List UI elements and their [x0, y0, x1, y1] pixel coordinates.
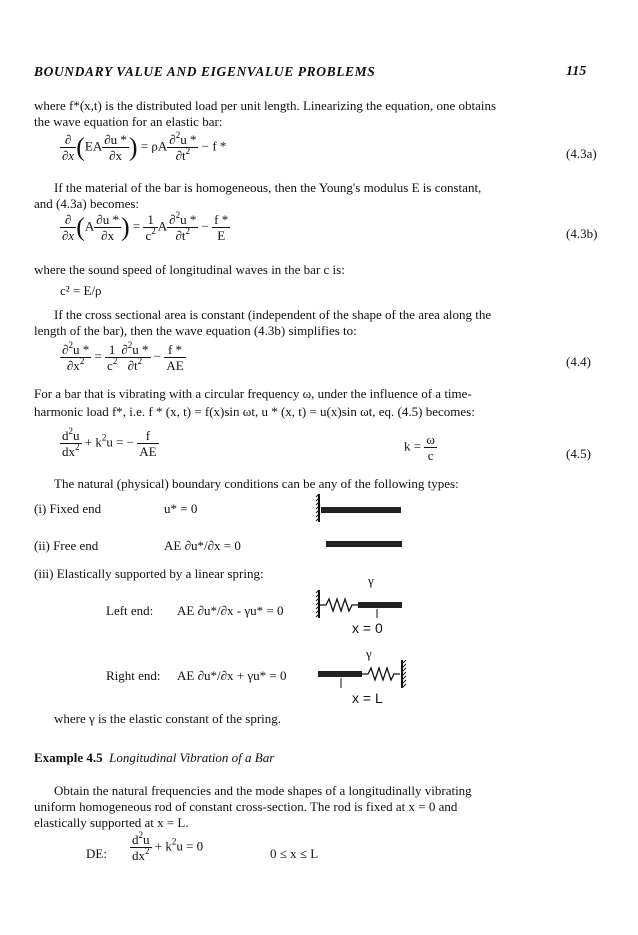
spring-constant-right: γ: [366, 646, 372, 661]
equation-4-4: $\frac{\partial^2u *}{\partial x^2}$ = $\frac{1}{c^2}$ $\frac{\partial^2u *}{\partial t^2}$ − $\frac{f *}{AE}$: [62, 340, 184, 373]
bc-fixed-equation: u* = 0: [164, 501, 198, 516]
free-end-figure: [326, 538, 406, 550]
para8-line1: Obtain the natural frequencies and the mode shapes of a longitudinally vibrating: [54, 783, 472, 798]
equation-label-4-5: (4.5): [566, 446, 591, 461]
para4-line1: If the cross sectional area is constant (independent of the shape of the area along the: [54, 307, 492, 322]
right-spring-figure: [318, 660, 408, 690]
para2-line2: and (4.3a) becomes:: [34, 196, 140, 211]
bc-free-label: (ii) Free end: [34, 538, 99, 553]
para7-line1: where γ is the elastic constant of the spring.: [54, 711, 282, 726]
para5-line1: For a bar that is vibrating with a circular frequency ω, under the influence of a time-: [34, 386, 472, 401]
equation-label-4-3b: (4.3b): [566, 226, 598, 241]
para8-line2: uniform homogeneous rod of constant cross-section. The rod is fixed at x = 0 and: [34, 799, 458, 814]
x-equals-L-label: x = L: [352, 690, 383, 706]
bc-left-label: Left end:: [106, 603, 154, 618]
para1-line2: the wave equation for an elastic bar:: [34, 114, 223, 129]
bc-elastic-label: (iii) Elastically supported by a linear spring:: [34, 566, 264, 581]
example-heading: [34, 750, 274, 766]
equation-label-4-4: (4.4): [566, 354, 591, 369]
running-header: BOUNDARY VALUE AND EIGENVALUE PROBLEMS: [34, 64, 376, 79]
equation-label-4-3a: (4.3a): [566, 146, 597, 161]
de-domain: 0 ≤ x ≤ L: [270, 846, 319, 861]
left-spring-figure: [316, 590, 406, 620]
example-number: Example 4.5: [34, 750, 103, 765]
para5-line2: harmonic load f*, i.e. f * (x, t) = f(x)sin ωt, u * (x, t) = u(x)sin ωt, eq. (4.5) becomes:: [34, 404, 475, 419]
fixed-end-figure: [316, 494, 406, 524]
page-number: 115: [566, 64, 587, 79]
equation-4-5: $\frac{d^2u}{dx^2}$ + $k^2u$ = − $\frac{f}{AE}$: [62, 426, 157, 459]
bc-left-equation: AE ∂u*/∂x - γu* = 0: [177, 603, 284, 618]
para3-line1: where the sound speed of longitudinal waves in the bar c is:: [34, 262, 345, 277]
spring-constant-left: γ: [368, 573, 374, 588]
para8-line3: elastically supported at x = L.: [34, 815, 189, 830]
bc-right-equation: AE ∂u*/∂x + γu* = 0: [177, 668, 287, 683]
bc-right-label: Right end:: [106, 668, 161, 683]
de-label: DE:: [86, 846, 107, 861]
para6-line1: The natural (physical) boundary conditions can be any of the following types:: [54, 476, 459, 491]
equation-de: $\frac{d^2u}{dx^2}$ + $k^2u = 0$: [132, 830, 204, 863]
equation-sound-speed: c² = E/ρ: [60, 283, 102, 298]
example-title: Longitudinal Vibration of a Bar: [109, 750, 275, 765]
bc-fixed-label: (i) Fixed end: [34, 501, 102, 516]
bc-free-equation: AE ∂u*/∂x = 0: [164, 538, 241, 553]
equation-4-3a: $\frac{\partial}{\partial x}$ (EA $\frac{\partial u *}{\partial x}$ ) = ρA $\frac{\partial^2u *}{\partial t^2}$ − f *: [62, 130, 227, 163]
para4-line2: length of the bar), then the wave equation (4.3b) simplifies to:: [34, 323, 357, 338]
para1-line1: where f*(x,t) is the distributed load per unit length. Linearizing the equation, one obtains: [34, 98, 497, 113]
x-equals-zero-label: x = 0: [352, 620, 383, 636]
para2-line1: If the material of the bar is homogeneous, then the Young's modulus E is constant,: [54, 180, 482, 195]
equation-4-3b: $\frac{\partial}{\partial x}$ (A $\frac{\partial u *}{\partial x}$ ) = $\frac{1}{c^2}$ A $\frac{\partial^2u *}{\partial t^2}$ − $\frac{f *}{E}$: [62, 210, 229, 243]
equation-wavenumber: k = $\frac{\omega}{c}$: [404, 432, 435, 463]
